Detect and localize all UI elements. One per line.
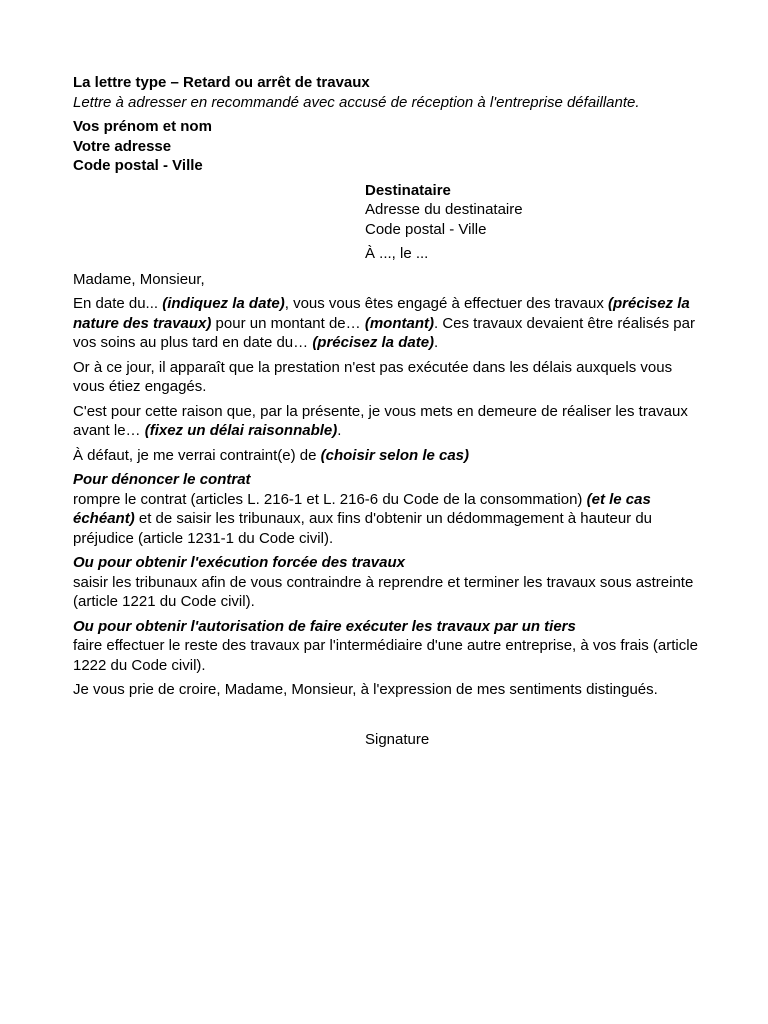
sender-block	[73, 117, 703, 176]
text-segment: À défaut, je me verrai contraint(e) de	[73, 446, 321, 464]
placeholder-amount: (montant)	[364, 314, 434, 332]
placeholder-deadline-reasonable: (fixez un délai raisonnable)	[144, 422, 338, 439]
letter-title: La lettre type – Retard ou arrêt de travaux	[73, 74, 370, 91]
option-text	[73, 490, 703, 549]
option-terminate-contract	[73, 470, 703, 548]
option-heading: Ou pour obtenir l'exécution forcée des travaux	[73, 554, 405, 571]
greeting: Madame, Monsieur,	[73, 270, 205, 288]
text-segment: En date du...	[73, 295, 163, 312]
paragraph-formal-notice	[73, 402, 703, 441]
paragraph-engagement	[73, 294, 703, 353]
text-segment: rompre le contrat (articles L. 216-1 et L. 216-6 du Code de la consommation)	[73, 490, 587, 508]
placeholder-deadline: (précisez la date)	[312, 334, 435, 351]
recipient-address: Adresse du destinataire	[365, 201, 523, 218]
recipient-block	[365, 181, 703, 240]
letter-page	[73, 73, 703, 749]
place-date: À ..., le ...	[365, 245, 429, 262]
closing-formula: Je vous prie de croire, Madame, Monsieur, à l'expression de mes sentiments distingués.	[73, 681, 658, 698]
sender-address: Votre adresse	[73, 137, 172, 155]
letter-subtitle: Lettre à adresser en recommandé avec accusé de réception à l'entreprise défaillante.	[73, 93, 640, 111]
paragraph-default	[73, 446, 703, 466]
option-text: saisir les tribunaux afin de vous contraindre à reprendre et terminer les travaux sous astreinte (article 1221 du Code civil).	[73, 573, 694, 610]
option-forced-execution	[73, 553, 703, 612]
option-text: faire effectuer le reste des travaux par l'intermédiaire d'une autre entreprise, à vos frais (article 1222 du Code civil).	[73, 637, 698, 674]
text-segment: et de saisir les tribunaux, aux fins d'obtenir un dédommagement à hauteur du préjudice (article 1231-1 du Code civil).	[73, 510, 653, 547]
placeholder-date: (indiquez la date)	[162, 295, 285, 312]
text-segment: .	[434, 334, 439, 351]
placeholder-if-applicable: (et le cas échéant)	[73, 490, 651, 527]
text-segment: , vous vous êtes engagé à effectuer des travaux	[284, 295, 609, 312]
option-heading: Pour dénoncer le contrat	[73, 471, 251, 488]
paragraph-delay: Or à ce jour, il apparaît que la prestation n'est pas exécutée dans les délais auxquels vous vous étiez engagés.	[73, 358, 673, 395]
sender-city: Code postal - Ville	[73, 157, 203, 174]
text-segment: . Ces travaux devaient être réalisés par vos soins au plus tard en date du…	[73, 314, 695, 351]
signature-label: Signature	[365, 730, 430, 748]
recipient-city: Code postal - Ville	[365, 220, 487, 238]
text-segment: .	[337, 422, 342, 439]
sender-name: Vos prénom et nom	[73, 118, 212, 135]
option-third-party	[73, 617, 703, 676]
text-segment: pour un montant de…	[211, 314, 365, 332]
option-heading: Ou pour obtenir l'autorisation de faire exécuter les travaux par un tiers	[73, 617, 576, 635]
placeholder-choice: (choisir selon le cas)	[320, 446, 470, 464]
placeholder-nature: (précisez la nature des travaux)	[73, 295, 690, 332]
recipient-label: Destinataire	[365, 181, 451, 199]
text-segment: C'est pour cette raison que, par la présente, je vous mets en demeure de réaliser les travaux avant le…	[73, 402, 688, 439]
